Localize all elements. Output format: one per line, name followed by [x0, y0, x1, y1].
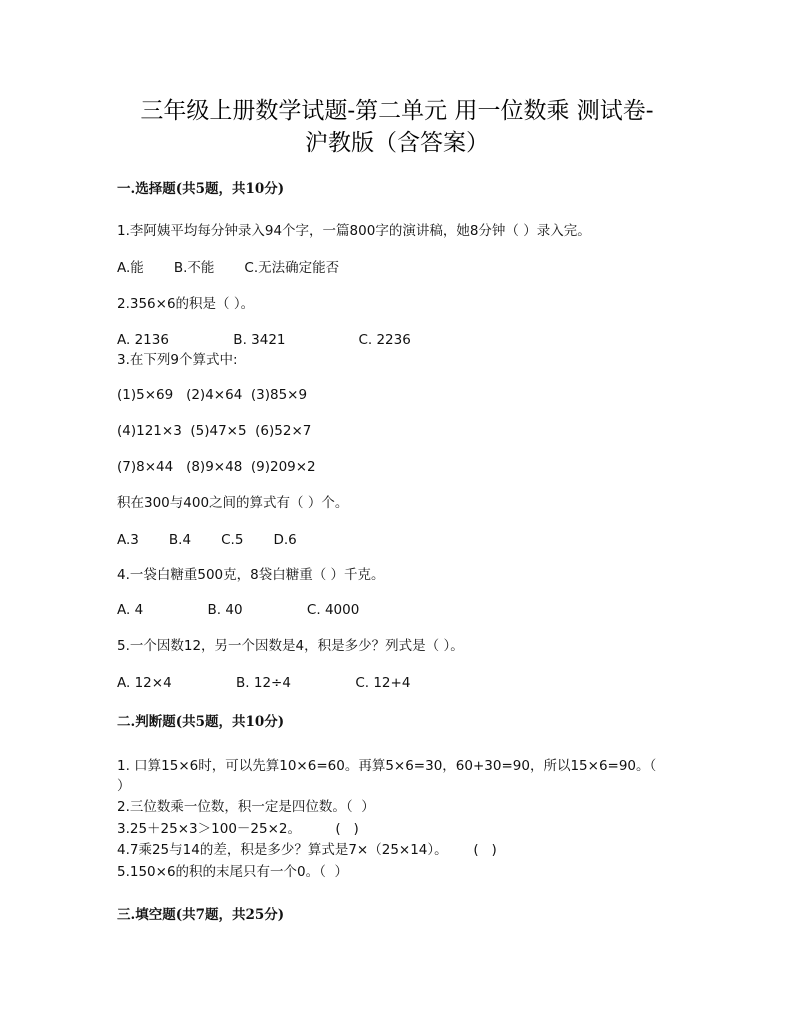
q3-options: A.3 B.4 C.5 D.6: [117, 532, 297, 548]
q1-options: A.能 B.不能 C.无法确定能否: [117, 260, 340, 276]
q3-row2: (4)121×3 (5)47×5 (6)52×7: [117, 423, 312, 439]
j2-text: 2.三位数乘一位数，积一定是四位数。（ ）: [117, 799, 375, 815]
q4-options: A. 4 B. 40 C. 4000: [117, 602, 360, 618]
q1-text: 1.李阿姨平均每分钟录入94个字，一篇800字的演讲稿，她8分钟（ ）录入完。: [117, 223, 591, 239]
j3-text: 3.25＋25×3＞100－25×2。 ( ): [117, 821, 359, 837]
j1-line1: 1. 口算15×6时，可以先算10×6=60。再算5×6=30，60+30=90，所以15×6=90。（: [117, 758, 657, 774]
q5-options: A. 12×4 B. 12÷4 C. 12+4: [117, 675, 411, 691]
document-title-line2: 沪教版（含答案）: [305, 130, 489, 156]
q3-row3: (7)8×44 (8)9×48 (9)209×2: [117, 459, 316, 475]
section1-heading: 一.选择题(共5题，共10分): [117, 181, 285, 197]
q3-ask: 积在300与400之间的算式有（ ）个。: [117, 495, 349, 511]
section3-heading: 三.填空题(共7题，共25分): [117, 907, 285, 923]
section2-heading: 二.判断题(共5题，共10分): [117, 714, 285, 730]
q4-text: 4.一袋白糖重500克，8袋白糖重（ ）千克。: [117, 567, 385, 583]
j4-text: 4.7乘25与14的差，积是多少？算式是7×（25×14）。 ( ): [117, 842, 497, 858]
document-title-line1: 三年级上册数学试题-第二单元 用一位数乘 测试卷-: [140, 98, 654, 124]
q3-text: 3.在下列9个算式中:: [117, 352, 238, 368]
q5-text: 5.一个因数12，另一个因数是4，积是多少？列式是（ ）。: [117, 638, 464, 654]
q3-row1: (1)5×69 (2)4×64 (3)85×9: [117, 387, 308, 403]
q2-options: A. 2136 B. 3421 C. 2236: [117, 332, 411, 348]
j1-line2: ）: [117, 778, 131, 794]
j5-text: 5.150×6的积的末尾只有一个0。（ ）: [117, 864, 348, 880]
q2-text: 2.356×6的积是（ ）。: [117, 296, 255, 312]
